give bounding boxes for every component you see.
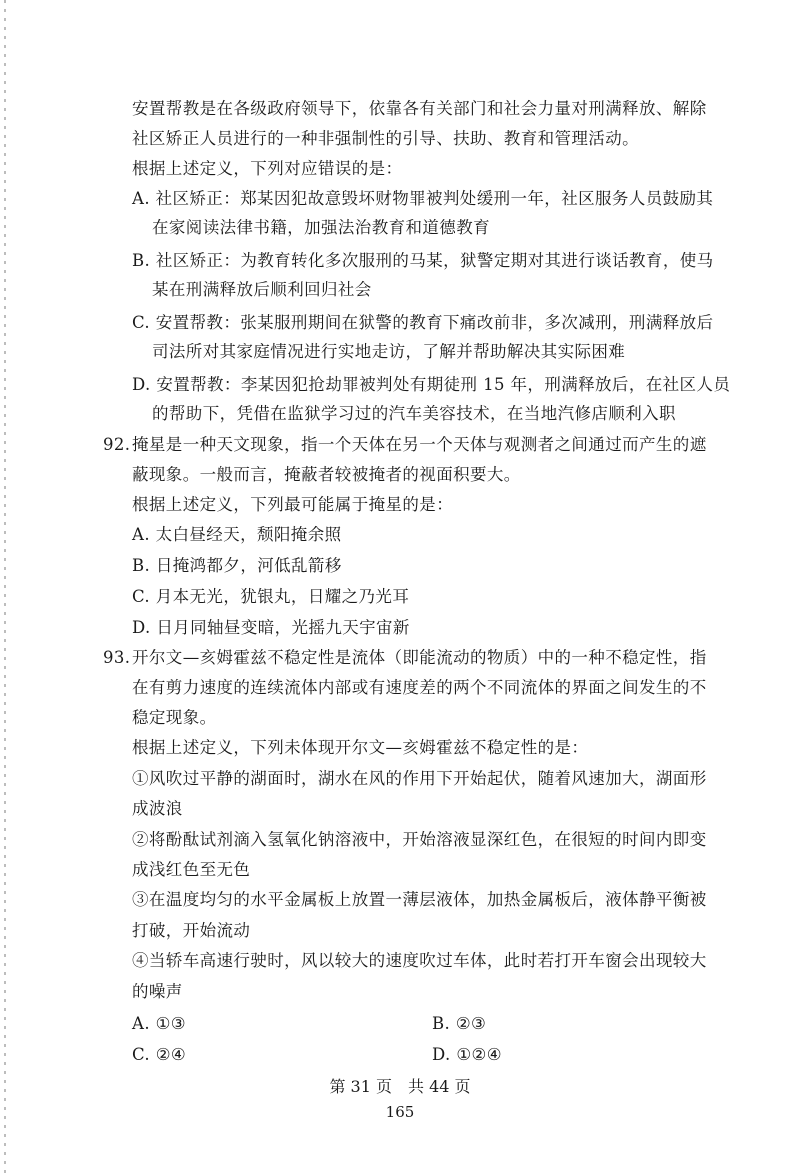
q92-question: 根据上述定义，下列最可能属于掩星的是： <box>132 495 454 514</box>
q93-option-a: A. ①③ <box>132 1014 186 1033</box>
q92-option-d: D. 日月同轴昼变暗，光摇九天宇宙新 <box>132 618 410 637</box>
q91-option-b-line-1: B. 社区矫正：为教育转化多次服刑的马某，狱警定期对其进行谈话教育，使马 <box>132 251 714 270</box>
scan-edge-artifact <box>4 0 6 1174</box>
q91-option-c-line-2: 司法所对其家庭情况进行实地走访，了解并帮助解决其实际困难 <box>152 342 626 361</box>
q91-option-a-line-2: 在家阅读法律书籍，加强法治教育和道德教育 <box>152 218 490 237</box>
q91-question: 根据上述定义，下列对应错误的是： <box>132 159 403 178</box>
q93-question: 根据上述定义，下列未体现开尔文—亥姆霍兹不稳定性的是： <box>132 738 589 757</box>
q93-stem-line-3: 稳定现象。 <box>132 708 217 727</box>
q93-item-2-line-2: 成浅红色至无色 <box>132 860 251 879</box>
q93-number: 93. <box>103 648 131 667</box>
q92-number: 92. <box>103 435 131 454</box>
q91-option-d-line-1: D. 安置帮教：李某因犯抢劫罪被判处有期徒刑 15 年，刑满释放后，在社区人员 <box>132 375 731 394</box>
q93-item-3-line-1: ③在温度均匀的水平金属板上放置一薄层液体，加热金属板后，液体静平衡被 <box>132 890 707 909</box>
q92-stem-line-1: 掩星是一种天文现象，指一个天体在另一个天体与观测者之间通过而产生的遮 <box>132 435 707 454</box>
q93-option-b: B. ②③ <box>432 1014 487 1033</box>
q92-option-b: B. 日掩鸿都夕，河低乱箭移 <box>132 556 342 575</box>
q93-item-3-line-2: 打破，开始流动 <box>132 921 251 940</box>
q91-stem-line-2: 社区矫正人员进行的一种非强制性的引导、扶助、教育和管理活动。 <box>132 129 639 148</box>
page-number: 165 <box>385 1103 415 1121</box>
q93-item-2-line-1: ②将酚酞试剂滴入氢氧化钠溶液中，开始溶液显深红色，在很短的时间内即变 <box>132 830 707 849</box>
q93-item-4-line-2: 的噪声 <box>132 982 183 1001</box>
page-count-label: 第 31 页 共 44 页 <box>329 1077 471 1096</box>
q93-item-1-line-2: 成波浪 <box>132 799 183 818</box>
q93-stem-line-2: 在有剪力速度的连续流体内部或有速度差的两个不同流体的界面之间发生的不 <box>132 678 707 697</box>
q91-option-c-line-1: C. 安置帮教：张某服刑期间在狱警的教育下痛改前非，多次减刑，刑满释放后 <box>132 313 714 332</box>
q93-item-4-line-1: ④当轿车高速行驶时，风以较大的速度吹过车体，此时若打开车窗会出现较大 <box>132 951 707 970</box>
q91-option-d-line-2: 的帮助下，凭借在监狱学习过的汽车美容技术，在当地汽修店顺利入职 <box>152 404 676 423</box>
q91-stem-line-1: 安置帮教是在各级政府领导下，依靠各有关部门和社会力量对刑满释放、解除 <box>132 99 707 118</box>
q93-stem-line-1: 开尔文—亥姆霍兹不稳定性是流体（即能流动的物质）中的一种不稳定性，指 <box>132 648 707 667</box>
q91-option-a-line-1: A. 社区矫正：郑某因犯故意毁坏财物罪被判处缓刑一年，社区服务人员鼓励其 <box>132 189 714 208</box>
q93-item-1-line-1: ①风吹过平静的湖面时，湖水在风的作用下开始起伏，随着风速加大，湖面形 <box>132 769 707 788</box>
q92-option-c: C. 月本无光，犹银丸，日耀之乃光耳 <box>132 587 410 606</box>
q92-stem-line-2: 蔽现象。一般而言，掩蔽者较被掩者的视面积要大。 <box>132 465 521 484</box>
q91-option-b-line-2: 某在刑满释放后顺利回归社会 <box>152 280 372 299</box>
q93-option-c: C. ②④ <box>132 1045 187 1064</box>
q93-option-d: D. ①②④ <box>432 1045 502 1064</box>
q92-option-a: A. 太白昼经天，颓阳掩余照 <box>132 525 342 544</box>
